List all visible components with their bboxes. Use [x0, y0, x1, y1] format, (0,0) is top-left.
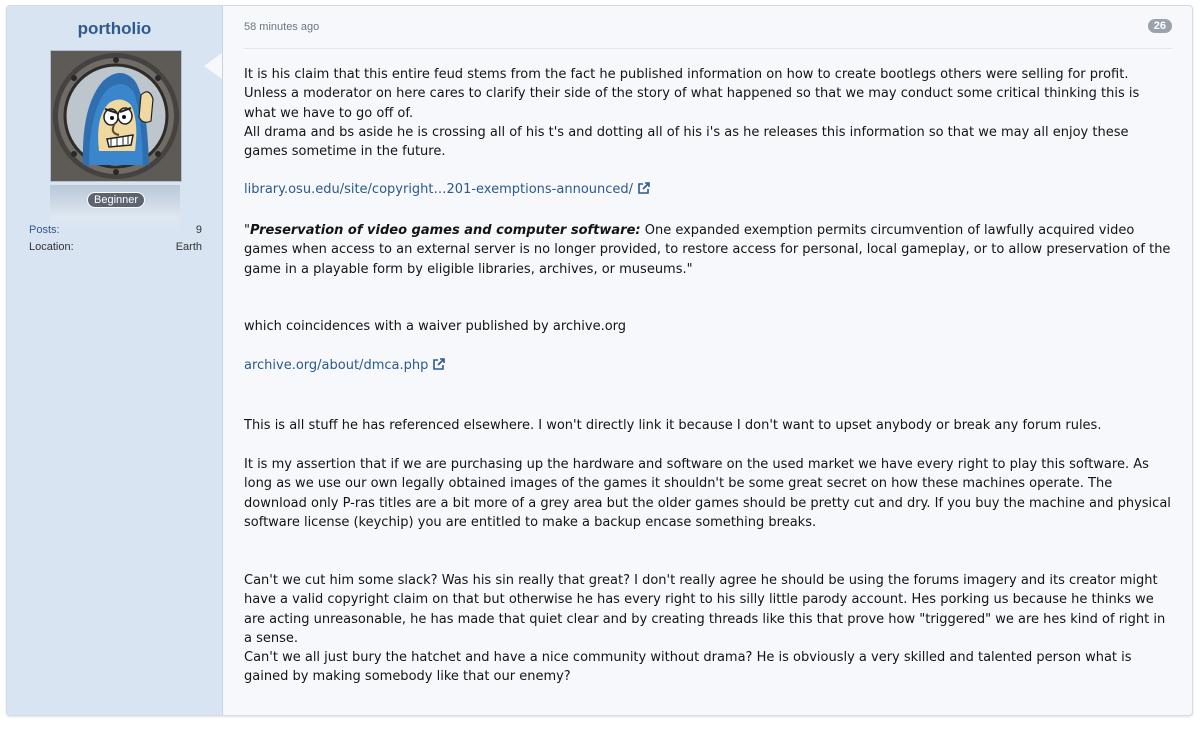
quote-open-mark: "	[244, 223, 250, 238]
rank-badge: Beginner	[87, 192, 145, 208]
paragraph-hatchet: Can't we all just bury the hatchet and have a nice community without drama? He is obviously a very skilled and talented person what is gained by making somebody like that our enemy?	[244, 650, 1132, 685]
external-link-icon[interactable]	[637, 181, 651, 195]
username-link[interactable]: portholio	[77, 19, 152, 38]
external-link-icon[interactable]	[432, 357, 446, 371]
paragraph-referenced: This is all stuff he has referenced elsewhere. I won't directly link it because I don't want to upset anybody or break any forum rules.	[244, 418, 1102, 433]
link-line-1	[244, 180, 1172, 199]
post-header-divider	[244, 48, 1172, 49]
stat-location-label: Location:	[29, 241, 74, 253]
post-timestamp[interactable]: 58 minutes ago	[244, 21, 320, 33]
post-number-badge[interactable]: 26	[1148, 19, 1172, 33]
quote-bold-title: Preservation of video games and computer software:	[249, 223, 641, 238]
user-panel	[7, 6, 223, 715]
post-main	[223, 6, 1192, 715]
quote-paragraph	[244, 221, 1172, 279]
library-osu-link[interactable]: library.osu.edu/site/copyright…201-exemptions-announced/	[244, 182, 634, 197]
paragraph-drama: All drama and bs aside he is crossing all of his t's and dotting all of his i's as he releases this information so that we may all enjoy these games sometime in the future.	[244, 125, 1129, 160]
paragraph-waiver: which coincidences with a waiver published by archive.org	[244, 319, 627, 334]
paragraph-assertion: It is my assertion that if we are purchasing up the hardware and software on the used market we have every right to play this software. As long as we use our own legally obtained images of the games it shouldn't be some great secret on how these machines operate. The download only P-ras titles are a bit more of a grey area but the older games should be pretty cut and dry. If you buy the machine and physical software license (keychip) you are entitled to make a backup encase something breaks.	[244, 457, 1171, 531]
paragraph-slack: Can't we cut him some slack? Was his sin really that great? I don't really agree he should be using the forums imagery and its creator might have a valid copyright claim on that but otherwise he has every right to his silly little parody account. Hes porking us because he thinks we are acting unreasonable, he has made that quiet clear and by creating threads like this that prove how "triggered" we are hes kind of right in a sense.	[244, 573, 1166, 647]
paragraph-claim: It is his claim that this entire feud stems from the fact he published information on how to create bootlegs others were selling for profit. Unless a moderator on here cares to clarify their side of the story of what happened so that we may conduct some critical thinking this is what we have to go off of.	[244, 67, 1140, 121]
user-panel-arrow	[204, 53, 222, 79]
avatar-image	[51, 51, 181, 181]
stat-posts-label[interactable]: Posts:	[29, 224, 60, 236]
stat-posts-value: 9	[195, 224, 202, 236]
archive-org-link[interactable]: archive.org/about/dmca.php	[244, 358, 429, 373]
quote-text: One expanded exemption permits circumvention of lawfully acquired video games when access to an external server is no longer provided, to restore access for personal, local gameplay, or to allow preservation of the game in a playable form by eligible libraries, archives, or museums."	[244, 223, 1171, 277]
stat-location-value: Earth	[175, 241, 202, 253]
link-line-2	[244, 356, 1172, 375]
avatar[interactable]	[50, 50, 182, 182]
forum-post	[6, 5, 1193, 716]
